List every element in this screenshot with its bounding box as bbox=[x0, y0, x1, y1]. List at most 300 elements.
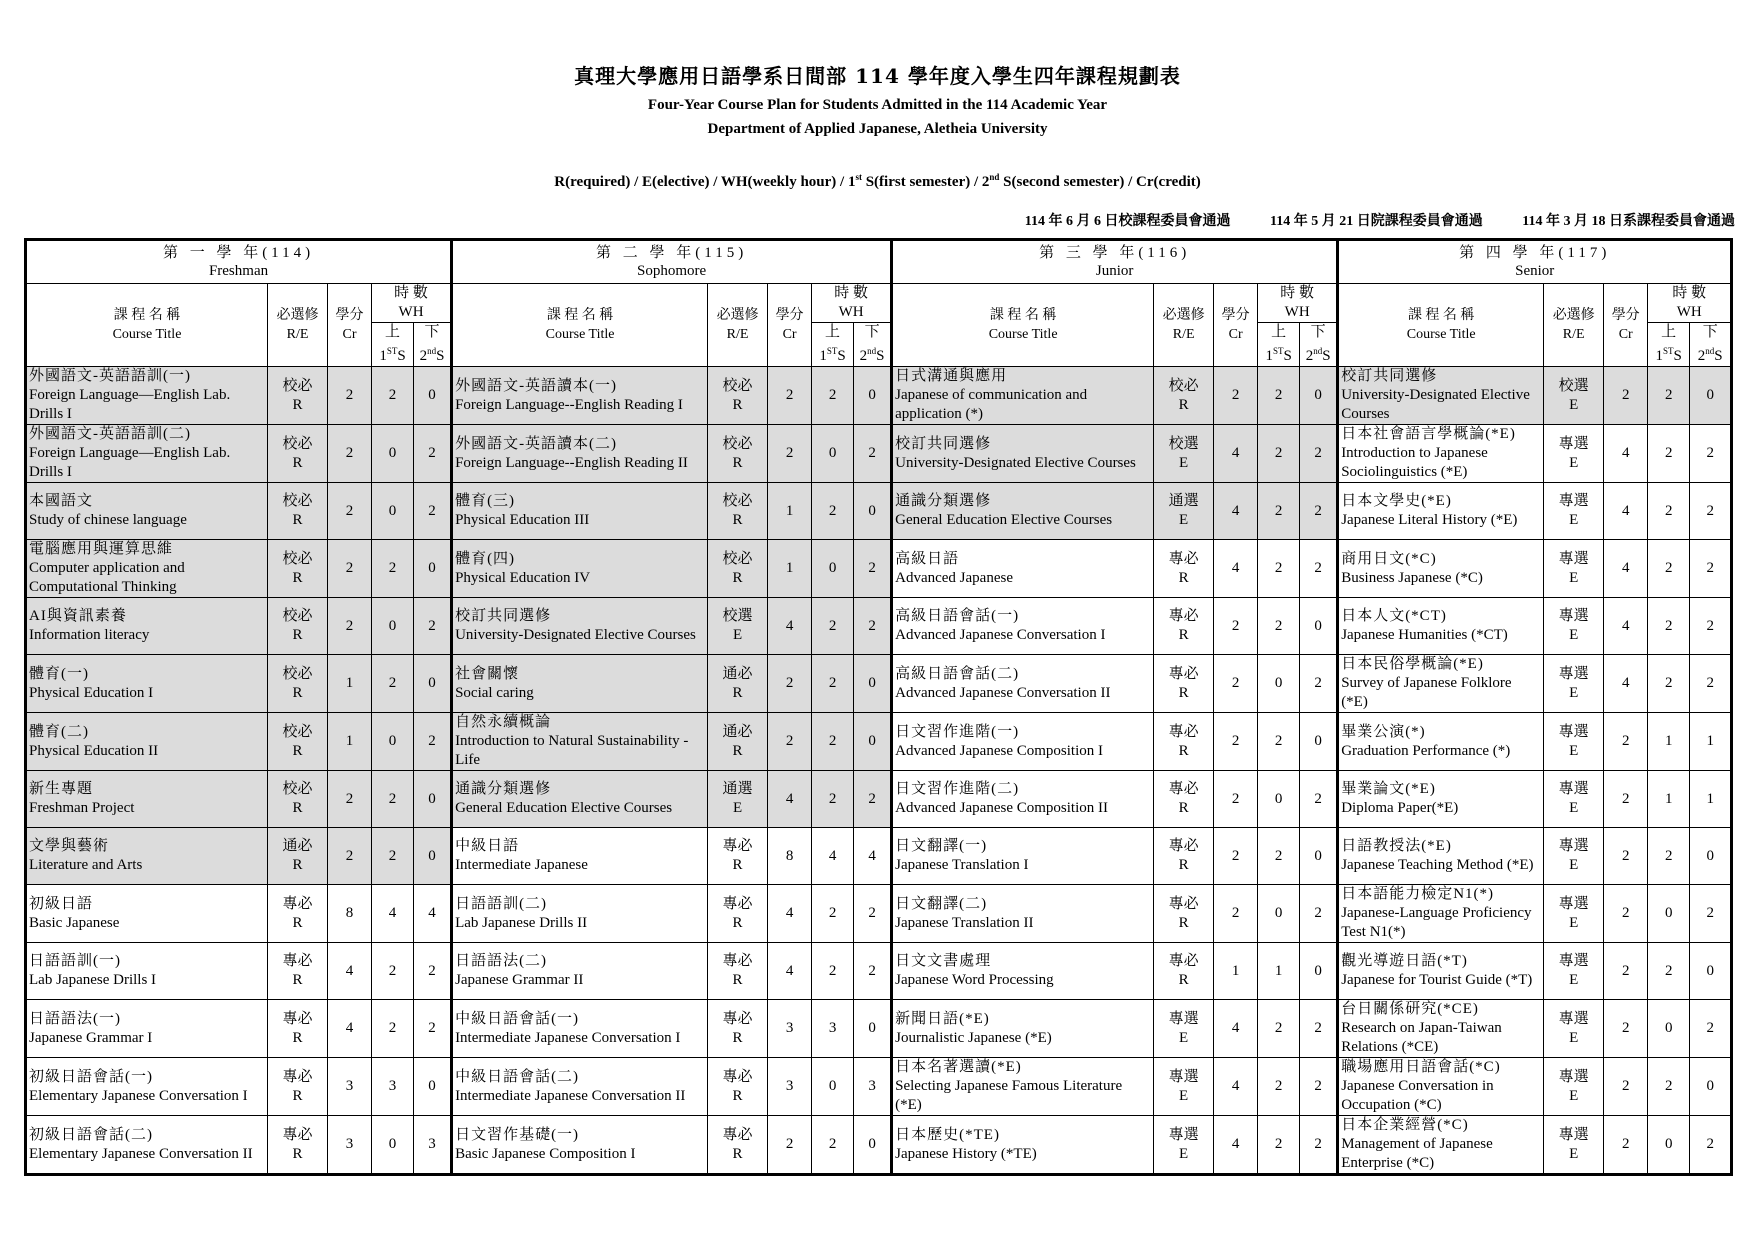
course-title-header bbox=[1338, 284, 1544, 367]
required-elective-cell bbox=[268, 425, 328, 483]
required-elective-en: R bbox=[1178, 569, 1189, 586]
course-name-cell bbox=[452, 1058, 708, 1116]
course-name-zh: 新生專題 bbox=[29, 781, 94, 797]
course-name-en: Japanese History (*TE) bbox=[895, 1145, 1037, 1162]
course-name-zh: 日語語訓(二) bbox=[455, 895, 548, 912]
course-name-cell bbox=[26, 828, 268, 885]
second-semester-hours-cell: 0 bbox=[854, 713, 892, 771]
approval-university: 114 年 6 月 6 日校課程委員會通過 bbox=[1024, 214, 1231, 229]
required-elective-cell bbox=[268, 483, 328, 540]
first-semester-hours-cell: 0 bbox=[1648, 885, 1690, 943]
required-elective-zh: 通必 bbox=[722, 665, 753, 682]
course-name-cell bbox=[452, 540, 708, 598]
course-name-en: Foreign Language--English Reading II bbox=[455, 454, 688, 471]
second-semester-hours-cell: 3 bbox=[414, 1116, 452, 1175]
course-name-en: Lab Japanese Drills I bbox=[29, 972, 157, 988]
second-semester-hours-cell: 0 bbox=[854, 1000, 892, 1058]
credit-header-en: Cr bbox=[1618, 327, 1633, 342]
course-name-zh: 日本文學史(*E) bbox=[1341, 493, 1452, 509]
first-semester-hours-cell: 0 bbox=[812, 540, 854, 598]
weekly-hour-header-en: WH bbox=[1676, 304, 1702, 320]
course-name-zh: 日語教授法(*E) bbox=[1341, 838, 1452, 854]
credit-cell: 4 bbox=[1604, 655, 1648, 713]
table-row bbox=[26, 885, 1732, 943]
first-semester-header-zh: 上 bbox=[825, 324, 841, 340]
second-semester-hours-cell: 2 bbox=[1300, 771, 1338, 828]
required-elective-cell bbox=[708, 1058, 768, 1116]
required-elective-zh: 校必 bbox=[282, 781, 313, 797]
second-semester-hours-cell: 2 bbox=[1300, 540, 1338, 598]
credit-cell: 2 bbox=[768, 655, 812, 713]
required-elective-cell bbox=[1544, 425, 1604, 483]
first-semester-hours-cell: 2 bbox=[1258, 598, 1300, 655]
required-elective-en: R bbox=[732, 1145, 743, 1162]
course-title-header bbox=[26, 284, 268, 367]
required-elective-zh: 校必 bbox=[722, 493, 753, 509]
required-elective-cell bbox=[1154, 425, 1214, 483]
table-row bbox=[26, 771, 1732, 828]
course-name-en: Physical Education IV bbox=[455, 569, 591, 586]
second-semester-hours-cell: 2 bbox=[414, 483, 452, 540]
first-semester-hours-cell: 2 bbox=[1648, 828, 1690, 885]
course-name-zh: 通識分類選修 bbox=[455, 781, 552, 797]
required-elective-cell bbox=[268, 1058, 328, 1116]
year-header-3: 第 三 學 年(116) Junior bbox=[892, 240, 1338, 284]
required-elective-en: E bbox=[1569, 684, 1579, 701]
required-elective-zh: 專選 bbox=[1558, 953, 1589, 969]
table-row bbox=[26, 1058, 1732, 1116]
credit-header-zh: 學分 bbox=[335, 308, 364, 323]
first-semester-hours-cell: 0 bbox=[372, 483, 414, 540]
course-name-en: Foreign Language--English Reading I bbox=[455, 396, 683, 413]
second-semester-hours-cell: 2 bbox=[1690, 598, 1732, 655]
course-name-en: Japanese for Tourist Guide (*T) bbox=[1341, 972, 1533, 988]
second-semester-hours-cell: 0 bbox=[854, 655, 892, 713]
required-elective-cell bbox=[1544, 1116, 1604, 1175]
required-elective-cell bbox=[708, 1000, 768, 1058]
required-elective-zh: 專選 bbox=[1168, 1126, 1199, 1143]
required-elective-cell bbox=[1154, 885, 1214, 943]
required-elective-en: R bbox=[732, 914, 743, 931]
course-name-cell bbox=[892, 655, 1154, 713]
required-elective-cell bbox=[708, 540, 768, 598]
required-elective-zh: 專選 bbox=[1558, 493, 1589, 509]
course-name-en: Social caring bbox=[455, 684, 534, 701]
course-name-cell bbox=[452, 483, 708, 540]
table-row bbox=[26, 713, 1732, 771]
table-row bbox=[26, 598, 1732, 655]
second-semester-hours-cell: 2 bbox=[854, 598, 892, 655]
required-elective-zh: 校必 bbox=[722, 435, 753, 452]
course-name-cell bbox=[452, 943, 708, 1000]
credit-cell: 2 bbox=[328, 425, 372, 483]
credit-cell: 2 bbox=[1604, 367, 1648, 425]
course-name-zh: 日文習作進階(一) bbox=[895, 723, 1020, 740]
course-name-cell bbox=[1338, 655, 1544, 713]
course-name-zh: 初級日語會話(一) bbox=[29, 1068, 153, 1085]
required-elective-en: R bbox=[292, 396, 303, 413]
required-elective-cell bbox=[1154, 713, 1214, 771]
course-name-en: Introduction to Japanese Sociolinguistics (*E) bbox=[1341, 445, 1488, 480]
course-name-en: Selecting Japanese Famous Literature (*E) bbox=[895, 1078, 1123, 1113]
required-elective-cell bbox=[1154, 655, 1214, 713]
required-elective-en: R bbox=[1178, 684, 1189, 701]
course-name-cell bbox=[1338, 1000, 1544, 1058]
second-semester-hours-cell: 2 bbox=[1690, 483, 1732, 540]
course-name-zh: 日語語訓(一) bbox=[29, 953, 121, 969]
course-name-zh: 日本人文(*CT) bbox=[1341, 608, 1447, 624]
course-name-cell bbox=[452, 1116, 708, 1175]
course-name-zh: 日本名著選讀(*E) bbox=[895, 1059, 1022, 1075]
credit-header bbox=[768, 284, 812, 367]
first-semester-hours-cell: 2 bbox=[812, 771, 854, 828]
course-name-cell bbox=[1338, 425, 1544, 483]
required-elective-en: R bbox=[732, 569, 743, 586]
course-name-cell bbox=[452, 771, 708, 828]
second-semester-hours-cell: 0 bbox=[414, 771, 452, 828]
course-name-en: Advanced Japanese Conversation II bbox=[895, 684, 1111, 701]
credit-cell: 2 bbox=[768, 713, 812, 771]
course-name-en: Japanese of communication and application (*) bbox=[895, 387, 1088, 422]
required-elective-cell bbox=[708, 771, 768, 828]
first-semester-hours-cell: 1 bbox=[1258, 943, 1300, 1000]
credit-cell: 1 bbox=[328, 713, 372, 771]
required-elective-zh: 專必 bbox=[722, 1126, 753, 1143]
credit-cell: 4 bbox=[1604, 540, 1648, 598]
required-elective-cell bbox=[268, 367, 328, 425]
required-elective-en: R bbox=[292, 914, 303, 931]
course-name-cell bbox=[1338, 367, 1544, 425]
course-name-en: Intermediate Japanese Conversation I bbox=[455, 1029, 681, 1046]
first-semester-hours-cell: 0 bbox=[812, 425, 854, 483]
course-name-cell bbox=[1338, 540, 1544, 598]
course-name-cell bbox=[1338, 483, 1544, 540]
required-elective-zh: 專必 bbox=[1168, 550, 1199, 567]
course-name-cell bbox=[452, 598, 708, 655]
course-name-zh: 體育(三) bbox=[455, 493, 516, 509]
required-elective-cell bbox=[1154, 367, 1214, 425]
required-elective-cell bbox=[708, 1116, 768, 1175]
required-elective-zh: 專選 bbox=[1558, 781, 1589, 797]
second-semester-hours-cell: 0 bbox=[1300, 828, 1338, 885]
required-elective-en: R bbox=[732, 684, 743, 701]
required-elective-en: E bbox=[1569, 396, 1579, 413]
first-semester-hours-cell: 3 bbox=[812, 1000, 854, 1058]
credit-cell: 1 bbox=[768, 540, 812, 598]
course-name-zh: 日本語能力檢定N1(*) bbox=[1341, 886, 1495, 902]
course-name-cell bbox=[452, 655, 708, 713]
second-semester-hours-cell: 0 bbox=[1690, 943, 1732, 1000]
second-semester-hours-cell: 3 bbox=[854, 1058, 892, 1116]
second-semester-hours-cell: 0 bbox=[414, 367, 452, 425]
credit-cell: 8 bbox=[768, 828, 812, 885]
required-elective-zh: 校必 bbox=[1168, 377, 1199, 394]
required-elective-zh: 專必 bbox=[722, 895, 753, 912]
second-semester-hours-cell: 2 bbox=[854, 540, 892, 598]
course-name-cell bbox=[26, 425, 268, 483]
required-elective-en: E bbox=[1569, 972, 1579, 988]
required-elective-zh: 專必 bbox=[282, 953, 313, 969]
required-elective-cell bbox=[708, 483, 768, 540]
course-name-en: Japanese Translation I bbox=[895, 857, 1029, 873]
course-title-header-en: Course Title bbox=[545, 327, 615, 342]
required-elective-cell bbox=[268, 1116, 328, 1175]
course-name-en: University-Designated Elective Courses bbox=[1341, 387, 1530, 422]
credit-header-en: Cr bbox=[342, 327, 357, 342]
course-name-zh: 日文習作進階(二) bbox=[895, 781, 1020, 797]
required-elective-en: R bbox=[292, 1029, 303, 1046]
course-name-zh: 日本歷史(*TE) bbox=[895, 1126, 1000, 1143]
second-semester-hours-cell: 2 bbox=[1300, 1058, 1338, 1116]
course-name-cell bbox=[892, 367, 1154, 425]
re-header-en: R/E bbox=[286, 327, 309, 342]
weekly-hour-header-zh: 時 數 bbox=[394, 285, 428, 301]
table-row bbox=[26, 367, 1732, 425]
credit-cell: 2 bbox=[768, 367, 812, 425]
course-name-en: Japanese Word Processing bbox=[895, 972, 1054, 988]
required-elective-zh: 通選 bbox=[722, 781, 753, 797]
first-semester-hours-cell: 2 bbox=[812, 943, 854, 1000]
credit-cell: 2 bbox=[328, 598, 372, 655]
required-elective-zh: 專必 bbox=[722, 1068, 753, 1085]
second-semester-hours-cell: 0 bbox=[854, 367, 892, 425]
credit-cell: 4 bbox=[1214, 1058, 1258, 1116]
credit-cell: 3 bbox=[328, 1058, 372, 1116]
credit-header bbox=[328, 284, 372, 367]
required-elective-cell bbox=[1544, 713, 1604, 771]
course-name-en: Japanese Translation II bbox=[895, 914, 1034, 931]
credit-cell: 3 bbox=[328, 1116, 372, 1175]
first-semester-hours-cell: 2 bbox=[812, 655, 854, 713]
course-name-cell bbox=[26, 483, 268, 540]
course-name-en: Elementary Japanese Conversation II bbox=[29, 1145, 253, 1162]
required-elective-zh: 通必 bbox=[282, 838, 313, 854]
course-name-zh: 日本社會語言學概論(*E) bbox=[1341, 426, 1516, 442]
course-name-en: Introduction to Natural Sustainability - Life bbox=[455, 733, 689, 768]
required-elective-zh: 通必 bbox=[722, 723, 753, 740]
course-name-en: Literature and Arts bbox=[29, 857, 143, 873]
course-name-en: Advanced Japanese Composition II bbox=[895, 800, 1108, 816]
required-elective-cell bbox=[708, 713, 768, 771]
credit-header-en: Cr bbox=[1228, 327, 1243, 342]
re-header-zh: 必選修 bbox=[1552, 308, 1595, 323]
credit-cell: 8 bbox=[328, 885, 372, 943]
course-name-en: Japanese Teaching Method (*E) bbox=[1341, 857, 1534, 873]
first-semester-header: 上 1STS bbox=[1648, 323, 1690, 367]
re-header bbox=[1544, 284, 1604, 367]
required-elective-cell bbox=[1154, 1058, 1214, 1116]
course-name-cell bbox=[26, 655, 268, 713]
required-elective-zh: 專必 bbox=[1168, 953, 1199, 969]
table-row bbox=[26, 1116, 1732, 1175]
required-elective-cell bbox=[1154, 598, 1214, 655]
required-elective-en: R bbox=[1178, 396, 1189, 413]
credit-cell: 4 bbox=[768, 598, 812, 655]
second-semester-hours-cell: 0 bbox=[1690, 367, 1732, 425]
course-name-zh: 日文翻譯(二) bbox=[895, 895, 988, 912]
required-elective-en: R bbox=[292, 569, 303, 586]
credit-cell: 2 bbox=[1604, 771, 1648, 828]
course-name-en: General Education Elective Courses bbox=[455, 800, 673, 816]
credit-cell: 2 bbox=[328, 367, 372, 425]
second-semester-hours-cell: 2 bbox=[1300, 1000, 1338, 1058]
course-name-en: Management of Japanese Enterprise (*C) bbox=[1341, 1136, 1493, 1171]
approval-notes bbox=[989, 210, 1735, 230]
required-elective-cell bbox=[1544, 655, 1604, 713]
required-elective-en: E bbox=[1569, 742, 1579, 759]
first-semester-hours-cell: 2 bbox=[1258, 713, 1300, 771]
credit-cell: 2 bbox=[1214, 713, 1258, 771]
second-semester-hours-cell: 2 bbox=[854, 771, 892, 828]
course-name-zh: 職場應用日語會話(*C) bbox=[1341, 1059, 1501, 1075]
required-elective-zh: 專選 bbox=[1558, 435, 1589, 452]
table-row bbox=[26, 540, 1732, 598]
year-header-1: 第 一 學 年(114) Freshman bbox=[26, 240, 452, 284]
course-name-zh: 社會關懷 bbox=[455, 665, 520, 682]
required-elective-zh: 校必 bbox=[282, 608, 313, 624]
credit-cell: 1 bbox=[1214, 943, 1258, 1000]
course-name-en: Information literacy bbox=[29, 627, 150, 643]
first-semester-hours-cell: 2 bbox=[1648, 598, 1690, 655]
course-title-header-en: Course Title bbox=[988, 327, 1058, 342]
first-semester-hours-cell: 2 bbox=[1648, 655, 1690, 713]
first-semester-hours-cell: 0 bbox=[372, 713, 414, 771]
required-elective-cell bbox=[268, 655, 328, 713]
course-name-cell bbox=[892, 540, 1154, 598]
course-name-cell bbox=[1338, 771, 1544, 828]
first-semester-hours-cell: 2 bbox=[372, 943, 414, 1000]
course-name-cell bbox=[452, 1000, 708, 1058]
second-semester-hours-cell: 2 bbox=[414, 713, 452, 771]
credit-header-zh: 學分 bbox=[1611, 308, 1640, 323]
required-elective-en: E bbox=[1179, 1145, 1189, 1162]
second-semester-hours-cell: 2 bbox=[414, 943, 452, 1000]
first-semester-header-zh: 上 bbox=[384, 324, 400, 340]
credit-cell: 4 bbox=[1214, 425, 1258, 483]
required-elective-zh: 校必 bbox=[722, 377, 753, 394]
re-header-en: R/E bbox=[1172, 327, 1195, 342]
required-elective-cell bbox=[708, 655, 768, 713]
required-elective-zh: 專選 bbox=[1168, 1068, 1199, 1085]
second-semester-hours-cell: 2 bbox=[854, 943, 892, 1000]
course-name-zh: 初級日語會話(二) bbox=[29, 1126, 153, 1143]
first-semester-hours-cell: 0 bbox=[1648, 1000, 1690, 1058]
required-elective-en: R bbox=[732, 396, 743, 413]
course-name-en: Japanese Conversation in Occupation (*C) bbox=[1341, 1078, 1494, 1113]
course-name-en: Japanese Humanities (*CT) bbox=[1341, 627, 1508, 643]
table-row bbox=[26, 828, 1732, 885]
re-header-en: R/E bbox=[726, 327, 749, 342]
course-name-cell bbox=[892, 828, 1154, 885]
required-elective-en: R bbox=[292, 684, 303, 701]
course-name-cell bbox=[26, 1116, 268, 1175]
course-name-zh: 商用日文(*C) bbox=[1341, 550, 1437, 567]
course-name-zh: 體育(二) bbox=[29, 723, 89, 740]
second-semester-hours-cell: 2 bbox=[1300, 1116, 1338, 1175]
required-elective-zh: 校必 bbox=[282, 435, 313, 452]
required-elective-en: E bbox=[1569, 512, 1579, 528]
re-header bbox=[1154, 284, 1214, 367]
course-name-zh: 日文習作基礎(一) bbox=[455, 1126, 580, 1143]
required-elective-zh: 校必 bbox=[282, 723, 313, 740]
required-elective-en: E bbox=[1569, 914, 1579, 931]
credit-cell: 2 bbox=[1214, 771, 1258, 828]
required-elective-en: R bbox=[732, 454, 743, 471]
course-name-cell bbox=[26, 1058, 268, 1116]
course-title-header-zh: 課 程 名 稱 bbox=[546, 308, 614, 323]
first-semester-hours-cell: 2 bbox=[812, 713, 854, 771]
credit-cell: 2 bbox=[1214, 828, 1258, 885]
required-elective-en: E bbox=[732, 627, 743, 643]
course-name-cell bbox=[1338, 1058, 1544, 1116]
required-elective-zh: 專必 bbox=[1168, 608, 1199, 624]
course-name-zh: 文學與藝術 bbox=[29, 838, 110, 854]
required-elective-en: R bbox=[1178, 742, 1189, 759]
required-elective-zh: 校必 bbox=[282, 550, 313, 567]
first-semester-hours-cell: 2 bbox=[372, 771, 414, 828]
required-elective-en: E bbox=[1569, 627, 1579, 643]
credit-cell: 4 bbox=[1604, 425, 1648, 483]
course-name-cell bbox=[26, 1000, 268, 1058]
course-name-en: Elementary Japanese Conversation I bbox=[29, 1087, 248, 1104]
required-elective-cell bbox=[708, 885, 768, 943]
first-semester-hours-cell: 0 bbox=[1258, 771, 1300, 828]
course-name-en: Advanced Japanese Composition I bbox=[895, 742, 1103, 759]
required-elective-cell bbox=[1154, 828, 1214, 885]
required-elective-cell bbox=[1154, 1000, 1214, 1058]
credit-cell: 2 bbox=[1604, 1000, 1648, 1058]
second-semester-hours-cell: 2 bbox=[1690, 1116, 1732, 1175]
weekly-hour-header-zh: 時 數 bbox=[1672, 285, 1707, 301]
table-row bbox=[26, 943, 1732, 1000]
first-semester-hours-cell: 2 bbox=[1648, 367, 1690, 425]
second-semester-hours-cell: 2 bbox=[414, 1000, 452, 1058]
course-name-cell bbox=[892, 483, 1154, 540]
course-name-cell bbox=[892, 885, 1154, 943]
course-title-header bbox=[892, 284, 1154, 367]
required-elective-zh: 校選 bbox=[722, 608, 753, 624]
credit-cell: 3 bbox=[768, 1058, 812, 1116]
required-elective-zh: 校必 bbox=[282, 377, 313, 394]
credit-cell: 2 bbox=[768, 1116, 812, 1175]
course-name-en: Basic Japanese Composition I bbox=[455, 1145, 636, 1162]
course-name-en: Physical Education I bbox=[29, 684, 154, 701]
page-subtitle-2: Department of Applied Japanese, Aletheia University bbox=[707, 121, 1048, 137]
second-semester-hours-cell: 2 bbox=[1300, 655, 1338, 713]
required-elective-zh: 專必 bbox=[722, 1010, 753, 1027]
course-title-header-en: Course Title bbox=[1406, 327, 1476, 342]
second-semester-hours-cell: 0 bbox=[1690, 1058, 1732, 1116]
second-semester-hours-cell: 2 bbox=[854, 425, 892, 483]
required-elective-en: E bbox=[732, 800, 743, 816]
required-elective-cell bbox=[1154, 943, 1214, 1000]
second-semester-hours-cell: 2 bbox=[1690, 1000, 1732, 1058]
required-elective-zh: 專必 bbox=[722, 838, 753, 854]
first-semester-hours-cell: 3 bbox=[372, 1058, 414, 1116]
credit-cell: 4 bbox=[1214, 483, 1258, 540]
course-name-zh: 日文文書處理 bbox=[895, 953, 992, 969]
course-name-cell bbox=[892, 943, 1154, 1000]
required-elective-zh: 專選 bbox=[1558, 838, 1589, 854]
required-elective-en: E bbox=[1179, 454, 1189, 471]
course-name-zh: 日本民俗學概論(*E) bbox=[1341, 656, 1484, 672]
second-semester-hours-cell: 0 bbox=[1300, 713, 1338, 771]
required-elective-en: R bbox=[732, 512, 743, 528]
course-name-cell bbox=[26, 771, 268, 828]
course-name-zh: 日式溝通與應用 bbox=[895, 368, 1008, 384]
course-name-en: Computer application and Computational Thinking bbox=[29, 560, 185, 595]
second-semester-hours-cell: 2 bbox=[1690, 885, 1732, 943]
